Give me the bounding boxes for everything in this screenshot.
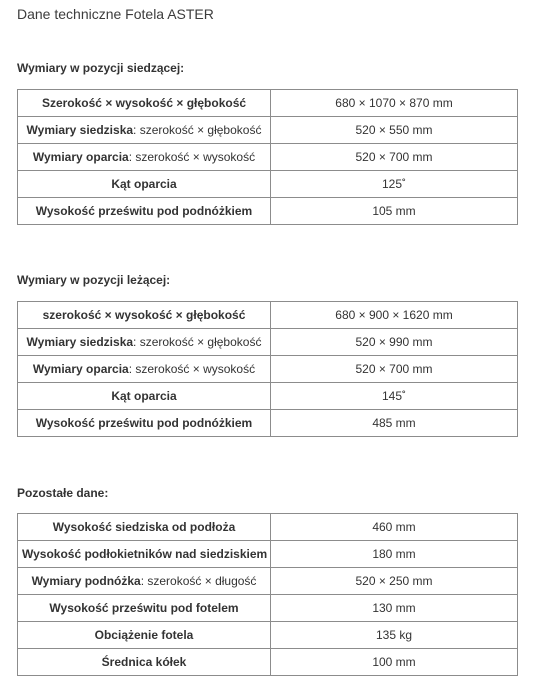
row-label: Wymiary siedziska: szerokość × głębokość	[18, 329, 271, 356]
table-row	[18, 410, 518, 437]
table-row	[18, 117, 518, 144]
row-value: 105 mm	[271, 198, 518, 225]
row-label: Obciążenie fotela	[18, 622, 271, 649]
row-value: 520 × 990 mm	[271, 329, 518, 356]
row-label: Szerokość × wysokość × głębokość	[18, 90, 271, 117]
table-other-data	[17, 513, 518, 676]
row-label: Wymiary siedziska: szerokość × głębokość	[18, 117, 271, 144]
section-heading-seated: Wymiary w pozycji siedzącej:	[17, 61, 185, 75]
table-row	[18, 649, 518, 676]
table-row	[18, 144, 518, 171]
row-label: Wysokość siedziska od podłoża	[18, 514, 271, 541]
table-row	[18, 595, 518, 622]
row-label: Wysokość prześwitu pod podnóżkiem	[18, 198, 271, 225]
row-value: 100 mm	[271, 649, 518, 676]
table-row	[18, 329, 518, 356]
table-row	[18, 171, 518, 198]
table-row	[18, 622, 518, 649]
row-label: Kąt oparcia	[18, 383, 271, 410]
section-heading-other: Pozostałe dane:	[17, 486, 109, 500]
row-value: 680 × 900 × 1620 mm	[271, 302, 518, 329]
table-row	[18, 383, 518, 410]
table-row	[18, 302, 518, 329]
row-value: 125˚	[271, 171, 518, 198]
table-row	[18, 90, 518, 117]
row-value: 520 × 700 mm	[271, 144, 518, 171]
row-value: 130 mm	[271, 595, 518, 622]
table-reclined-dimensions	[17, 301, 518, 437]
row-value: 520 × 250 mm	[271, 568, 518, 595]
row-label: Kąt oparcia	[18, 171, 271, 198]
row-label: Średnica kółek	[18, 649, 271, 676]
row-label: Wymiary podnóżka: szerokość × długość	[18, 568, 271, 595]
table-row	[18, 568, 518, 595]
row-value: 680 × 1070 × 870 mm	[271, 90, 518, 117]
row-label: Wymiary oparcia: szerokość × wysokość	[18, 356, 271, 383]
row-value: 485 mm	[271, 410, 518, 437]
row-value: 135 kg	[271, 622, 518, 649]
row-label: Wysokość podłokietników nad siedziskiem	[18, 541, 271, 568]
table-seated-dimensions	[17, 89, 518, 225]
row-value: 460 mm	[271, 514, 518, 541]
row-label: Wymiary oparcia: szerokość × wysokość	[18, 144, 271, 171]
table-row	[18, 356, 518, 383]
row-value: 145˚	[271, 383, 518, 410]
table-row	[18, 198, 518, 225]
row-value: 520 × 550 mm	[271, 117, 518, 144]
row-label: Wysokość prześwitu pod fotelem	[18, 595, 271, 622]
row-label: szerokość × wysokość × głębokość	[18, 302, 271, 329]
table-row	[18, 514, 518, 541]
table-row	[18, 541, 518, 568]
page-title: Dane techniczne Fotela ASTER	[17, 6, 214, 22]
row-value: 520 × 700 mm	[271, 356, 518, 383]
row-value: 180 mm	[271, 541, 518, 568]
row-label: Wysokość prześwitu pod podnóżkiem	[18, 410, 271, 437]
section-heading-reclined: Wymiary w pozycji leżącej:	[17, 273, 171, 287]
